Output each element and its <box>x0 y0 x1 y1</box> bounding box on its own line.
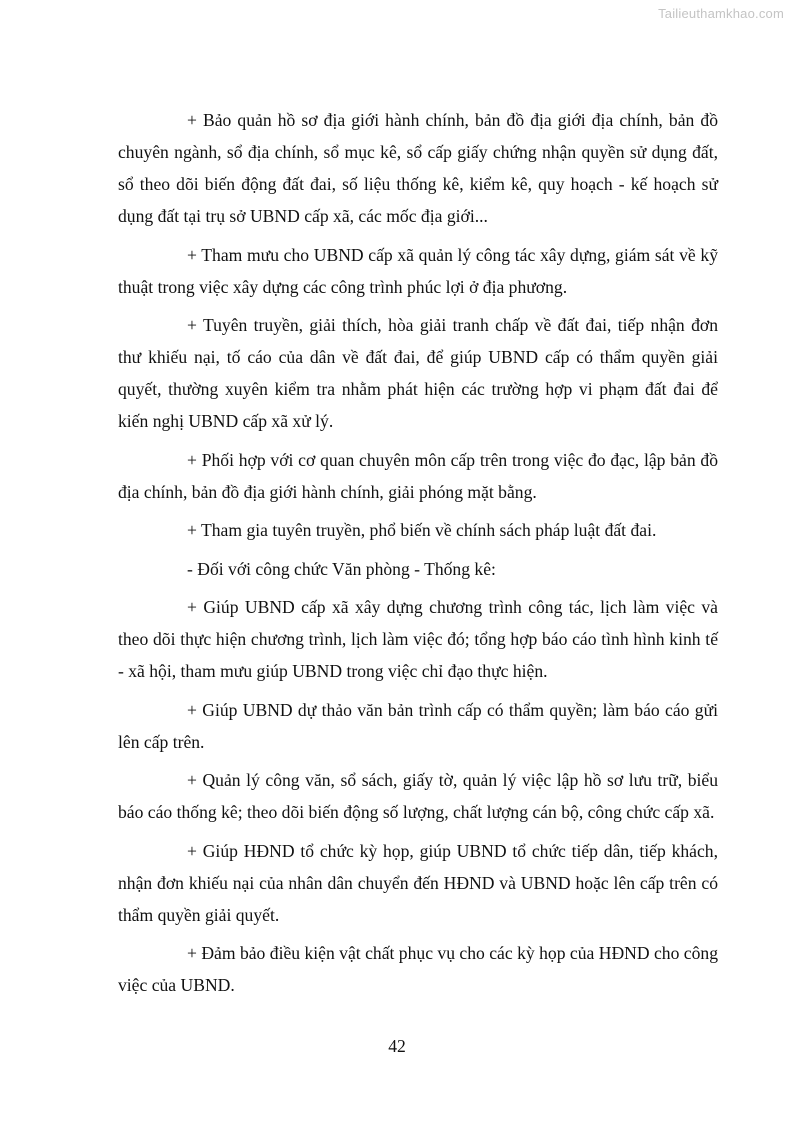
watermark-text: Tailieuthamkhao.com <box>658 6 784 21</box>
paragraph-10: + Giúp HĐND tổ chức kỳ họp, giúp UBND tổ chức tiếp dân, tiếp khách, nhận đơn khiếu nại của nhân dân chuyển đến HĐND và UBND hoặc lên cấp trên có thẩm quyền giải quyết. <box>118 840 718 925</box>
document-body <box>118 104 718 1008</box>
paragraph-1: + Bảo quản hồ sơ địa giới hành chính, bản đồ địa giới địa chính, bản đồ chuyên ngành, sổ địa chính, sổ mục kê, sổ cấp giấy chứng nhận quyền sử dụng đất, sổ theo dõi biến động đất đai, số liệu thống kê, kiểm kê, quy hoạch - kế hoạch sử dụng đất tại trụ sở UBND cấp xã, các mốc địa giới... <box>118 110 718 226</box>
paragraph-11: + Đảm bảo điều kiện vật chất phục vụ cho các kỳ họp của HĐND cho công việc của UBND. <box>118 943 718 995</box>
paragraph-3: + Tuyên truyền, giải thích, hòa giải tranh chấp về đất đai, tiếp nhận đơn thư khiếu nại, tố cáo của dân về đất đai, để giúp UBND cấp có thẩm quyền giải quyết, thường xuyên kiểm tra nhằm phát hiện các trường hợp vi phạm đất đai để kiến nghị UBND cấp xã xử lý. <box>118 315 718 431</box>
section-heading-van-phong: - Đối với công chức Văn phòng - Thống kê: <box>187 558 496 579</box>
paragraph-8: + Giúp UBND dự thảo văn bản trình cấp có thẩm quyền; làm báo cáo gửi lên cấp trên. <box>118 699 718 752</box>
paragraph-7: + Giúp UBND cấp xã xây dựng chương trình công tác, lịch làm việc và theo dõi thực hiện chương trình, lịch làm việc đó; tổng hợp báo cáo tình hình kinh tế - xã hội, tham mưu giúp UBND trong việc chỉ đạo thực hiện. <box>118 597 718 681</box>
paragraph-5: + Tham gia tuyên truyền, phổ biến về chính sách pháp luật đất đai. <box>187 520 657 540</box>
paragraph-9: + Quản lý công văn, sổ sách, giấy tờ, quản lý việc lập hồ sơ lưu trữ, biểu báo cáo thống kê; theo dõi biến động số lượng, chất lượng cán bộ, công chức cấp xã. <box>118 770 718 822</box>
page-number: 42 <box>388 1036 406 1056</box>
paragraph-4: + Phối hợp với cơ quan chuyên môn cấp trên trong việc đo đạc, lập bản đồ địa chính, bản đồ địa giới hành chính, giải phóng mặt bằng. <box>118 449 718 502</box>
paragraph-2: + Tham mưu cho UBND cấp xã quản lý công tác xây dựng, giám sát về kỹ thuật trong việc xây dựng các công trình phúc lợi ở địa phương. <box>118 244 718 297</box>
